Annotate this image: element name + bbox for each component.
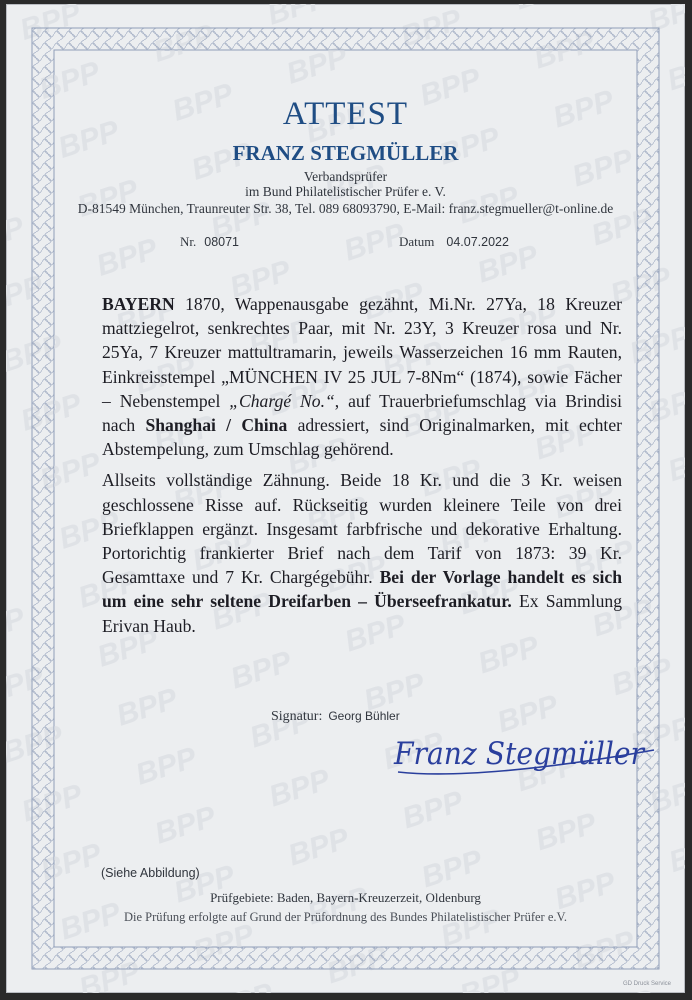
footer-note: Die Prüfung erfolgte auf Grund der Prüfordnung des Bundes Philatelistischer Prüfer e.V. [123,910,568,924]
rarity-bold: Bei der Vorlage handelt es sich um eine sehr seltene Dreifarben – Überseefrankatur. [102,567,622,612]
certificate-title: ATTEST [282,96,409,132]
issuer-association: im Bund Philatelistischer Prüfer e. V. [245,184,446,199]
destination-bold: Shanghai / China [145,415,288,436]
number-label: Nr. [180,234,197,249]
condition-text: Allseits vollständige Zähnung. Beide 18 Kr. und die 3 Kr. weisen geschlossene Risse auf. Rückseitig wurden kleinere Teile von drei Briefklappen ergänzt. Insgesamt farbfrische und dekorative Erhaltung. Portorichtig frankierter Brief nach dem Tarif von 1873: 39 Kr. Gesamttaxe und 7 Kr. Chargégebühr. [102,470,622,588]
signatur-label: Signatur: [271,709,323,724]
number-value: 08071 [204,235,240,249]
description-text-3: adressiert, sind Originalmarken, mit echter Abstempelung, zum Umschlag gehörend. [102,415,622,460]
signatur-name: Georg Bühler [328,709,400,723]
printer-logo: GD Druck Service [622,981,671,987]
condition-paragraph [102,468,622,637]
description-text-2: , auf Trauerbriefumschlag via Brindisi nach [102,390,622,436]
country-bold: BAYERN [102,294,175,314]
description-text: 1870, Wappenausgabe gezähnt, Mi.Nr. 27Ya, 18 Kreuzer mattziegelrot, senkrechtes Paar, mit Nr. 23Y, 3 Kreuzer rosa und Nr. 25Ya, 7 Kreuzer mattultramarin, jeweils Wasserzeichen 16 mm Rauten, Einkreisstempel „MÜNCHEN IV 25 JUL 7-8Nm“ (1874), sowie Fächer – Nebenstempel [102,294,622,411]
handwritten-signature [392,726,662,782]
signature-lettering: Franz Stegmüller [393,736,646,772]
provenance-text: Ex Sammlung Erivan Haub. [102,591,622,636]
issuer-address: D-81549 München, Traunreuter Str. 38, Tel. 089 68093790, E-Mail: franz.stegmueller@t-online.de [77,201,614,216]
certificate-sheet [6,4,685,993]
issuer-name: FRANZ STEGMÜLLER [232,141,459,165]
certificate-body [102,292,622,645]
description-paragraph [102,292,622,461]
see-illustration-note: (Siehe Abbildung) [101,866,200,880]
certificate-date [399,233,509,251]
date-label: Datum [399,234,435,249]
date-value: 04.07.2022 [446,235,509,249]
certificate-number [180,233,239,251]
examination-areas: Prüfgebiete: Baden, Bayern-Kreuzerzeit, Oldenburg [210,890,481,905]
charge-italic: „Chargé No.“ [229,390,335,411]
signatur-line [271,709,400,725]
issuer-role: Verbandsprüfer [303,169,388,184]
